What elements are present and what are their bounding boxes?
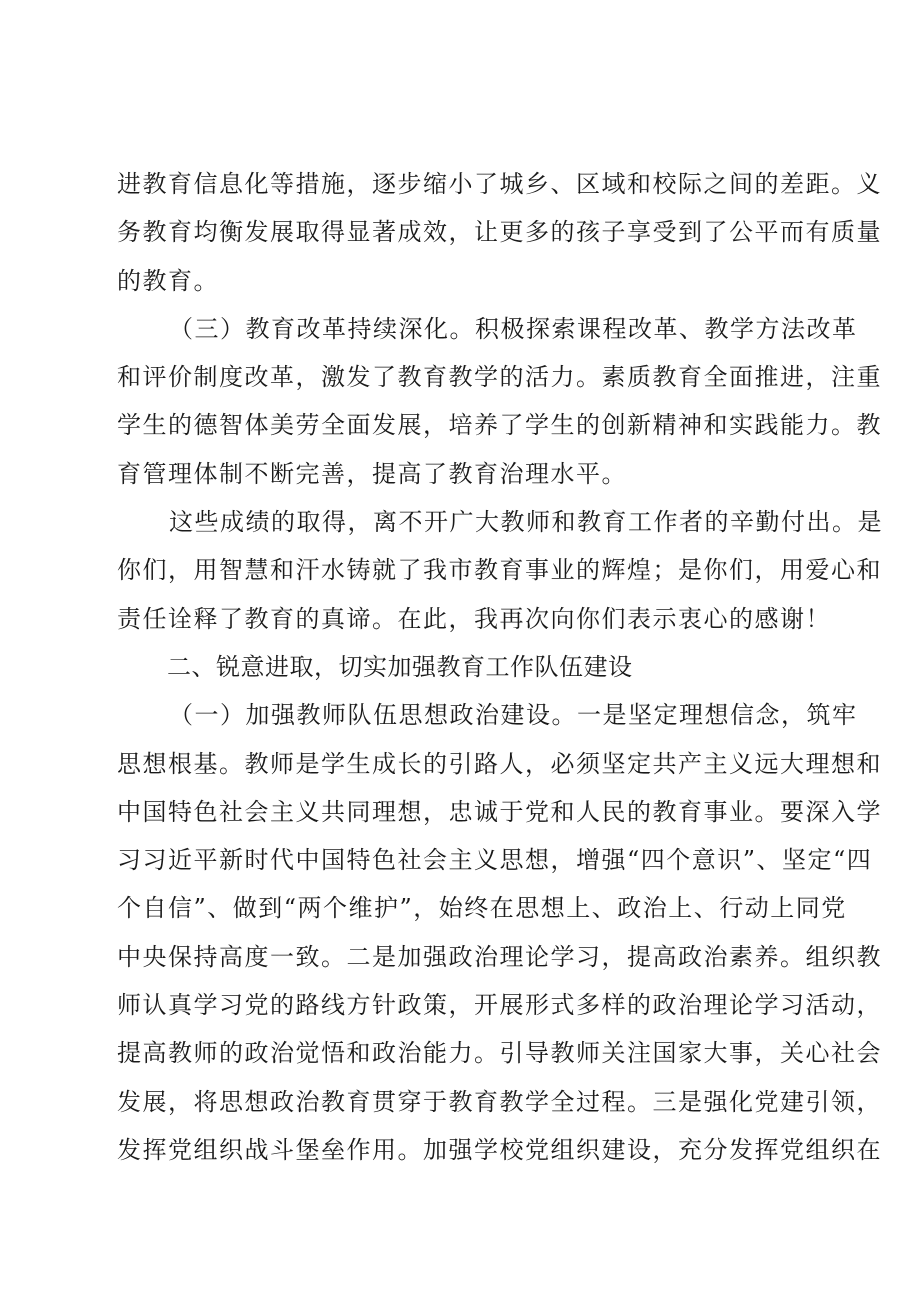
- body-line: 发展，将思想政治教育贯穿于教育教学全过程。三是强化党建引领，: [117, 1087, 882, 1116]
- body-line: 和评价制度改革，激发了教育教学的活力。素质教育全面推进，注重: [117, 363, 882, 392]
- section-heading: 二、锐意进取，切实加强教育工作队伍建设: [167, 652, 633, 681]
- body-line: 进教育信息化等措施，逐步缩小了城乡、区域和校际之间的差距。义: [117, 170, 882, 198]
- body-line: 发挥党组织战斗堡垒作用。加强学校党组织建设，充分发挥党组织在: [117, 1135, 882, 1164]
- body-line: 习习近平新时代中国特色社会主义思想，增强“四个意识”、坚定“四: [117, 846, 873, 875]
- paragraph-first-line: 这些成绩的取得，离不开广大教师和教育工作者的辛勤付出。是: [169, 508, 883, 537]
- body-line: 责任诠释了教育的真谛。在此，我再次向你们表示衷心的感谢！: [117, 604, 831, 633]
- body-line: 个自信”、做到“两个维护”，始终在思想上、政治上、行动上同党: [117, 894, 847, 923]
- body-line: 学生的德智体美劳全面发展，培养了学生的创新精神和实践能力。教: [117, 411, 882, 440]
- subsection-one-first-line: （一）加强教师队伍思想政治建设。一是坚定理想信念，筑牢: [169, 701, 858, 730]
- body-line: 中央保持高度一致。二是加强政治理论学习，提高政治素养。组织教: [117, 942, 882, 971]
- body-line: 育管理体制不断完善，提高了教育治理水平。: [117, 459, 627, 488]
- body-line: 师认真学习党的路线方针政策，开展形式多样的政治理论学习活动，: [117, 991, 882, 1020]
- body-line: 务教育均衡发展取得显著成效，让更多的孩子享受到了公平而有质量: [117, 218, 882, 247]
- body-line: 提高教师的政治觉悟和政治能力。引导教师关注国家大事，关心社会: [117, 1039, 882, 1068]
- section-three-first-line: （三）教育改革持续深化。积极探索课程改革、教学方法改革: [169, 314, 858, 343]
- body-line: 中国特色社会主义共同理想，忠诚于党和人民的教育事业。要深入学: [117, 797, 882, 826]
- body-line: 的教育。: [117, 266, 219, 295]
- body-line: 思想根基。教师是学生成长的引路人，必须坚定共产主义远大理想和: [117, 749, 882, 778]
- body-line: 你们，用智慧和汗水铸就了我市教育事业的辉煌；是你们，用爱心和: [117, 556, 882, 585]
- document-body: [117, 160, 883, 1174]
